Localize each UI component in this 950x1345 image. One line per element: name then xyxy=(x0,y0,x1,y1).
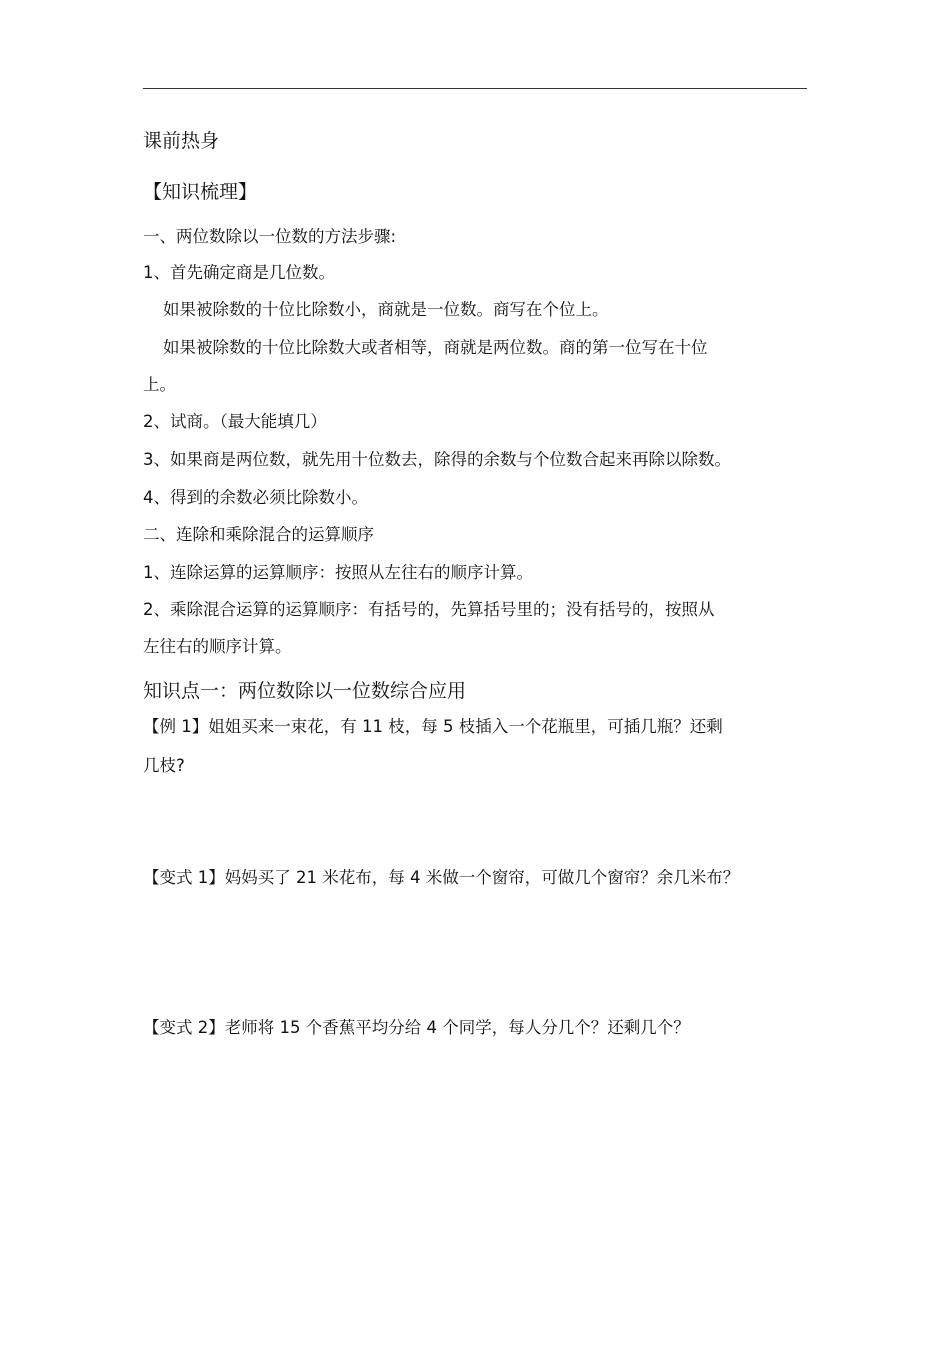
step-1-detail-b: 如果被除数的十位比除数大或者相等，商就是两位数。商的第一位写在十位 xyxy=(163,338,708,357)
heading-method-steps: 一、两位数除以一位数的方法步骤: xyxy=(143,227,397,246)
step-3: 3、如果商是两位数，就先用十位数去，除得的余数与个位数合起来再除以除数。 xyxy=(143,450,731,469)
order-rule-2: 2、乘除混合运算的运算顺序：有括号的，先算括号里的；没有括号的，按照从 xyxy=(143,600,715,619)
order-rule-2-cont: 左往右的顺序计算。 xyxy=(143,637,292,656)
variant-2: 【变式 2】老师将 15 个香蕉平均分给 4 个同学，每人分几个？还剩几个？ xyxy=(143,1018,690,1037)
section-title-warmup: 课前热身 xyxy=(143,130,220,152)
order-rule-1: 1、连除运算的运算顺序：按照从左往右的顺序计算。 xyxy=(143,563,533,582)
variant-1: 【变式 1】妈妈买了 21 米花布，每 4 米做一个窗帘，可做几个窗帘？余几米布？ xyxy=(143,868,740,887)
step-2: 2、试商。（最大能填几） xyxy=(143,412,327,431)
step-1-detail-a: 如果被除数的十位比除数小，商就是一位数。商写在个位上。 xyxy=(163,300,609,319)
example-1: 【例 1】姐姐买来一束花，有 11 枝，每 5 枝插入一个花瓶里，可插几瓶？还剩 xyxy=(143,717,723,736)
header-rule xyxy=(143,88,807,89)
example-1-cont: 几枝? xyxy=(143,756,185,775)
step-1-detail-b-cont: 上。 xyxy=(143,375,176,394)
step-1: 1、首先确定商是几位数。 xyxy=(143,263,335,282)
section-title-knowledge: 【知识梳理】 xyxy=(143,181,258,203)
knowledge-point-1-title: 知识点一：两位数除以一位数综合应用 xyxy=(143,680,467,702)
step-4: 4、得到的余数必须比除数小。 xyxy=(143,488,368,507)
heading-operation-order: 二、连除和乘除混合的运算顺序 xyxy=(143,525,374,544)
